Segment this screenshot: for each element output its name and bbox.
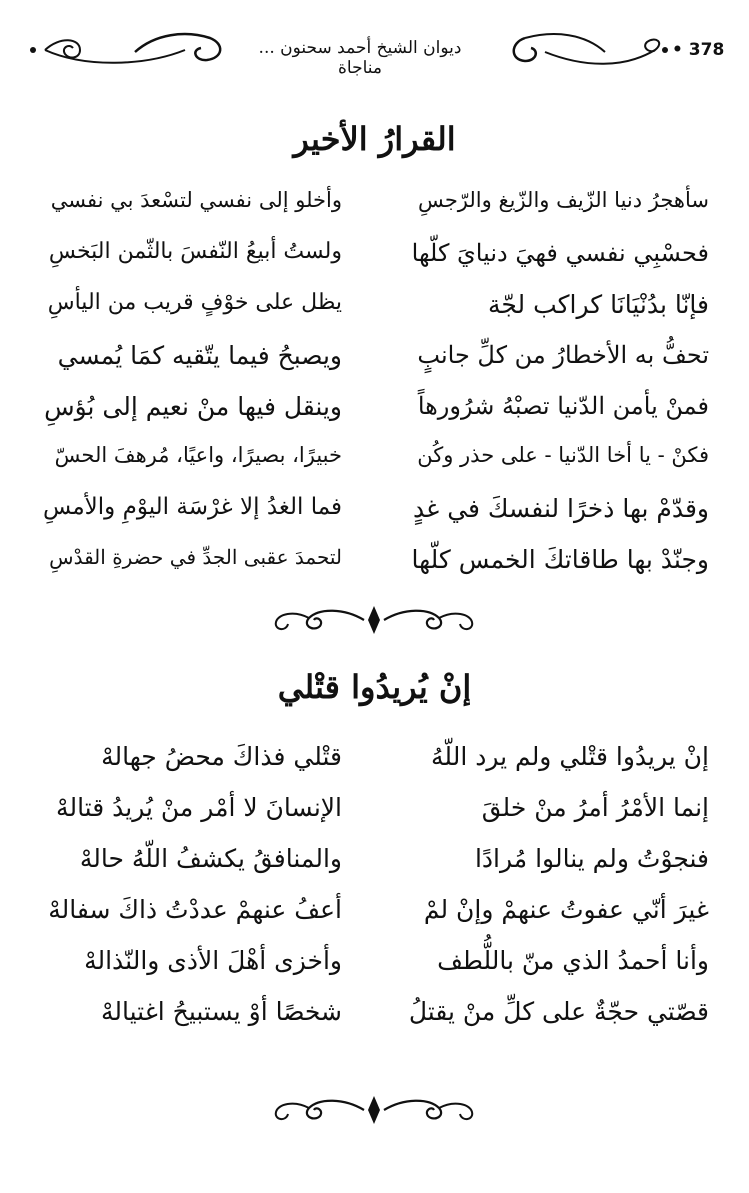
verse-second-hemistich: وينقل فيها منْ نعيم إلى بُؤسِ [44,392,342,421]
poem1-verse [0,239,749,289]
verse-second-hemistich: لتحمدَ عقبى الجدِّ في حضرةِ القدْسِ [49,545,342,569]
verse-first-hemistich: غيرَ أنّي عفوتُ عنهمْ وإنْ لمْ [423,895,709,924]
verse-second-hemistich: شخصًا أوْ يستبيحُ اغتيالهْ [100,997,342,1026]
poem1-verse [0,443,749,493]
bottom-divider-ornament-icon [264,1090,484,1130]
verse-second-hemistich: قتْلي فذاكَ محضُ جهالهْ [101,742,342,771]
poem2-verse [0,997,749,1047]
section-divider-ornament-icon [264,600,484,640]
verse-first-hemistich: تحفُّ به الأخطارُ من كلِّ جانبٍ [417,341,709,369]
poem1-title: القرارُ الأخير [293,120,456,158]
poem1-verse [0,545,749,595]
poem1-verse [0,188,749,238]
verse-second-hemistich: الإنسانَ لا أمْر منْ يُريدُ قتالهْ [56,793,342,822]
verse-second-hemistich: يظل على خوْفٍ قريب من اليأسِ [47,290,342,315]
verse-second-hemistich: وأخزى أهْلَ الأذى والنّذالهْ [84,946,342,975]
verse-first-hemistich: فحسْبِي نفسي فهيَ دنيايَ كلّها [411,239,709,267]
verse-first-hemistich: فنجوْتُ ولم ينالوا مُرادًا [474,844,709,873]
poem1-verse [0,341,749,391]
verse-second-hemistich: فما الغدُ إلا غرْسَة اليوْمِ والأمسِ [43,494,342,520]
verse-second-hemistich: والمنافقُ يكشفُ اللّهُ حالهْ [79,844,342,873]
verse-second-hemistich: ولستُ أبيعُ النّفسَ بالثّمن البَخسِ [48,239,342,264]
verse-first-hemistich: وأنا أحمدُ الذي منّ باللُّطف [437,946,709,975]
poem1-verse [0,494,749,544]
right-header-ornament-icon [505,28,670,73]
verse-first-hemistich: فإنّا بدُنْيَانَا كراكب لجّة [487,290,709,319]
poem2-verse [0,793,749,843]
running-head: ديوان الشيخ أحمد سحنون ... مناجاة [258,38,462,78]
page-header [0,0,749,90]
verse-first-hemistich: إنْ يريدُوا قتْلي ولم يرد اللّهُ [431,742,709,771]
verse-first-hemistich: وقدّمْ بها ذخرًا لنفسكَ في غدٍ [413,494,709,523]
verse-first-hemistich: إنما الأمْرُ أمرُ منْ خلقَ [481,793,709,822]
verse-first-hemistich: فكنْ - يا أخا الدّنيا - على حذر وكُن [417,443,709,467]
verse-second-hemistich: ويصبحُ فيما يتّقيه كمَا يُمسي [57,341,342,370]
verse-first-hemistich: فمنْ يأمن الدّنيا تصبْهُ شرُورهاً [417,392,709,420]
verse-first-hemistich: وجنّدْ بها طاقاتكَ الخمس كلّها [411,545,709,574]
left-header-ornament-icon [25,28,230,73]
poem2-title: إنْ يُريدُوا قتْلي [277,668,472,706]
verse-second-hemistich: خبيرًا، بصيرًا، واعيًا، مُرهفَ الحسّ [54,443,342,467]
verse-first-hemistich: سأهجرُ دنيا الزّيف والزّيغ والرّجسِ [418,188,709,212]
verse-first-hemistich: قصّتي حجّةٌ على كلِّ منْ يقتلُ [408,997,709,1026]
page-number: • 378 [672,40,725,60]
poem2-verse [0,844,749,894]
poem1-verse [0,392,749,442]
verse-second-hemistich: وأخلو إلى نفسي لتسْعدَ بي نفسي [50,188,342,212]
poem1-verse [0,290,749,340]
poem2-verse [0,946,749,996]
poem2-verse [0,742,749,792]
poem2-verse [0,895,749,945]
verse-second-hemistich: أعفُ عنهمْ عددْتُ ذاكَ سفالهْ [48,895,342,924]
